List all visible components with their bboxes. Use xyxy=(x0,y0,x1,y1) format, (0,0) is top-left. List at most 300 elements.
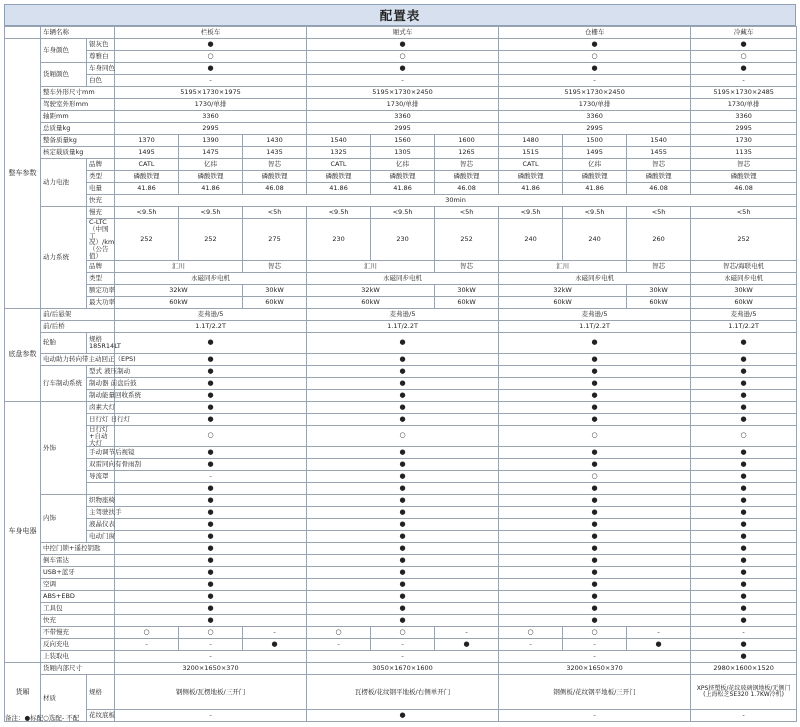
spec-cell: - xyxy=(627,627,691,639)
row-label: 动力电池 xyxy=(41,159,87,207)
row-label: 液晶仪表 xyxy=(87,519,115,531)
spec-cell: - xyxy=(307,639,371,651)
spec-cell: ● xyxy=(307,353,499,365)
row-label: C-LTC（中国工况）/km（公告值） xyxy=(87,219,115,261)
spec-cell: ● xyxy=(115,332,307,353)
spec-cell: 260 xyxy=(627,219,691,261)
spec-cell: 规格 xyxy=(87,675,115,710)
spec-cell: 41.86 xyxy=(563,183,627,195)
spec-cell: 1495 xyxy=(563,147,627,159)
spec-cell: 30kW xyxy=(435,284,499,296)
spec-row xyxy=(5,401,797,413)
spec-cell: ● xyxy=(499,603,691,615)
spec-row xyxy=(5,663,797,675)
spec-cell: ● xyxy=(115,591,307,603)
row-label: 最大功率 xyxy=(87,296,115,308)
spec-cell: 41.86 xyxy=(307,183,371,195)
spec-cell: - xyxy=(499,710,691,722)
spec-cell: 汇川 xyxy=(499,260,627,272)
spec-cell: 60kW xyxy=(499,296,627,308)
spec-cell: 亿纬 xyxy=(371,159,435,171)
spec-cell: 亿纬 xyxy=(563,159,627,171)
row-label: 反向充电 xyxy=(41,639,115,651)
spec-cell: ● xyxy=(115,603,307,615)
spec-row xyxy=(5,123,797,135)
spec-cell: 麦弗逊/5 xyxy=(691,308,797,320)
row-label: 整备质量kg xyxy=(41,135,115,147)
spec-cell: ● xyxy=(691,413,797,425)
spec-cell: XPS挤塑板/花纹玻璃钢地板/无侧门(上海松芝SE320 1.7KW冷机) xyxy=(691,675,797,710)
spec-cell: ● xyxy=(499,615,691,627)
spec-cell: ● xyxy=(691,543,797,555)
spec-cell: ○ xyxy=(115,51,307,63)
spec-row xyxy=(5,147,797,159)
spec-cell: 5195×1730×1975 xyxy=(115,87,307,99)
row-label: 前/后悬架 xyxy=(41,308,115,320)
row-label: 驾驶室外形mm xyxy=(41,99,115,111)
spec-row xyxy=(5,495,797,507)
spec-cell: 麦弗逊/5 xyxy=(115,308,307,320)
spec-cell: ● xyxy=(691,389,797,401)
spec-cell: <9.5h xyxy=(563,207,627,219)
spec-row xyxy=(5,425,797,446)
spec-cell: 慢充 xyxy=(87,207,115,219)
spec-cell: 磷酸铁锂 xyxy=(627,171,691,183)
spec-cell: 磷酸铁锂 xyxy=(115,171,179,183)
spec-cell: - xyxy=(691,710,797,722)
spec-cell: ● xyxy=(115,531,307,543)
row-label: 双雷同向有骨雨刮 xyxy=(87,459,115,471)
spec-cell: 磷酸铁锂 xyxy=(307,171,371,183)
spec-cell: ○ xyxy=(115,627,179,639)
spec-row xyxy=(5,63,797,75)
spec-cell: ● xyxy=(691,603,797,615)
spec-cell: 永磁同步电机 xyxy=(691,272,797,284)
spec-cell: ● xyxy=(499,63,691,75)
spec-cell: ● xyxy=(499,353,691,365)
row-label: 工具包 xyxy=(41,603,115,615)
spec-cell: ● xyxy=(115,615,307,627)
section-label: 整车参数 xyxy=(5,39,41,309)
spec-cell: ● xyxy=(307,579,499,591)
spec-cell: - xyxy=(691,75,797,87)
row-label: 日行灯+自动大灯 xyxy=(87,425,115,446)
spec-cell: 5195×1730×2450 xyxy=(499,87,691,99)
spec-cell: ○ xyxy=(691,51,797,63)
spec-cell: ○ xyxy=(563,627,627,639)
spec-cell: ● xyxy=(691,39,797,51)
spec-cell: - xyxy=(115,75,307,87)
spec-cell: 2995 xyxy=(115,123,307,135)
spec-cell: ● xyxy=(307,591,499,603)
spec-row xyxy=(5,377,797,389)
spec-cell: 46.08 xyxy=(627,183,691,195)
spec-cell: ● xyxy=(499,483,691,495)
row-label: 额定功率 xyxy=(87,284,115,296)
spec-cell: 1730/单排 xyxy=(691,99,797,111)
group-header-blank xyxy=(5,27,41,39)
row-label: 电动门窗 xyxy=(87,531,115,543)
spec-cell: ● xyxy=(499,495,691,507)
spec-cell: 46.08 xyxy=(243,183,307,195)
row-label: 货厢颜色 xyxy=(41,63,87,87)
spec-cell: ● xyxy=(115,389,307,401)
spec-cell: <9.5h xyxy=(307,207,371,219)
spec-cell: 智芯/海联电机 xyxy=(691,260,797,272)
spec-cell: 30kW xyxy=(243,284,307,296)
row-label: 白色 xyxy=(87,75,115,87)
spec-cell: 3360 xyxy=(499,111,691,123)
spec-cell: 冷藏车 xyxy=(691,27,797,39)
spec-cell: 麦弗逊/5 xyxy=(307,308,499,320)
spec-cell: ● xyxy=(499,413,691,425)
spec-cell: 磷酸铁锂 xyxy=(563,171,627,183)
spec-cell: ● xyxy=(691,353,797,365)
spec-row xyxy=(5,296,797,308)
spec-cell: <5h xyxy=(243,207,307,219)
legend-note: 备注：●标配○选配- 不配 xyxy=(5,714,80,722)
spec-cell: ● xyxy=(115,401,307,413)
section-label: 货厢 xyxy=(5,663,41,722)
spec-cell: 252 xyxy=(179,219,243,261)
spec-cell: ● xyxy=(115,353,307,365)
spec-row xyxy=(5,260,797,272)
row-label: 车身颜色 xyxy=(41,39,87,63)
spec-cell: 252 xyxy=(691,219,797,261)
spec-cell: 品牌 xyxy=(87,159,115,171)
spec-cell: - xyxy=(179,639,243,651)
spec-cell: 磷酸铁锂 xyxy=(691,171,797,183)
spec-cell: ● xyxy=(307,507,499,519)
row-label: 不带慢充 xyxy=(41,627,115,639)
spec-cell: 智芯 xyxy=(435,260,499,272)
spec-cell: 1495 xyxy=(115,147,179,159)
spec-cell: - xyxy=(499,75,691,87)
spec-cell: ● xyxy=(307,543,499,555)
spec-cell: - xyxy=(371,639,435,651)
spec-cell: ● xyxy=(307,389,499,401)
spec-cell: 栏板车 xyxy=(115,27,307,39)
spec-cell: 5195×1730×2450 xyxy=(307,87,499,99)
spec-cell: ○ xyxy=(179,627,243,639)
spec-cell: ● xyxy=(307,519,499,531)
spec-cell: 1.1T/2.2T xyxy=(499,320,691,332)
spec-cell: ● xyxy=(115,365,307,377)
spec-cell: ● xyxy=(307,710,499,722)
spec-cell: ● xyxy=(307,615,499,627)
spec-cell: 1.1T/2.2T xyxy=(691,320,797,332)
spec-cell: ● xyxy=(691,519,797,531)
spec-row xyxy=(5,284,797,296)
spec-row xyxy=(5,710,797,722)
spec-cell: ● xyxy=(307,413,499,425)
spec-row xyxy=(5,555,797,567)
spec-cell: 41.86 xyxy=(371,183,435,195)
spec-row xyxy=(5,615,797,627)
row-label: 空调 xyxy=(41,579,115,591)
spec-row xyxy=(5,413,797,425)
spec-cell: ● xyxy=(307,483,499,495)
spec-cell: 2995 xyxy=(691,123,797,135)
spec-cell: ● xyxy=(115,507,307,519)
row-label: 核定载质量kg xyxy=(41,147,115,159)
row-label: 货厢内部尺寸 xyxy=(41,663,115,675)
spec-cell: ● xyxy=(499,447,691,459)
spec-row xyxy=(5,579,797,591)
spec-row xyxy=(5,567,797,579)
spec-cell: 230 xyxy=(307,219,371,261)
spec-cell: ● xyxy=(691,483,797,495)
spec-row xyxy=(5,308,797,320)
spec-cell: ● xyxy=(307,401,499,413)
spec-cell: ○ xyxy=(371,627,435,639)
spec-cell: 厢式车 xyxy=(307,27,499,39)
spec-cell: 252 xyxy=(115,219,179,261)
spec-cell: ● xyxy=(307,63,499,75)
spec-cell: 智芯 xyxy=(435,159,499,171)
spec-cell: 30kW xyxy=(691,284,797,296)
spec-cell: 1.1T/2.2T xyxy=(115,320,307,332)
spec-row xyxy=(5,447,797,459)
spec-cell: ● xyxy=(499,567,691,579)
spec-cell: ● xyxy=(691,531,797,543)
spec-cell: ○ xyxy=(691,425,797,446)
spec-cell: 1430 xyxy=(243,135,307,147)
spec-cell: 240 xyxy=(499,219,563,261)
spec-cell: ● xyxy=(691,507,797,519)
spec-cell: - xyxy=(115,471,307,483)
spec-cell: ● xyxy=(691,332,797,353)
spec-cell: ● xyxy=(691,591,797,603)
spec-cell: 1515 xyxy=(499,147,563,159)
spec-cell: ● xyxy=(307,377,499,389)
spec-cell: ● xyxy=(243,639,307,651)
spec-cell: ● xyxy=(499,365,691,377)
row-label: 类型 xyxy=(87,272,115,284)
spec-cell: 磷酸铁锂 xyxy=(435,171,499,183)
spec-cell: 钢侧板/花纹钢平地板/三开门 xyxy=(499,675,691,710)
spec-cell: ● xyxy=(499,579,691,591)
spec-cell: 1730 xyxy=(691,135,797,147)
spec-cell: 60kW xyxy=(435,296,499,308)
section-label: 车身电器 xyxy=(5,401,41,662)
spec-row xyxy=(5,639,797,651)
spec-row xyxy=(5,365,797,377)
spec-cell: ● xyxy=(115,459,307,471)
spec-cell: ○ xyxy=(499,425,691,446)
spec-cell: 3360 xyxy=(115,111,307,123)
spec-cell: 卤素大灯 xyxy=(87,401,115,413)
spec-cell: ● xyxy=(499,519,691,531)
spec-cell: <5h xyxy=(435,207,499,219)
spec-cell: 1600 xyxy=(435,135,499,147)
spec-cell: 46.08 xyxy=(691,183,797,195)
spec-row xyxy=(5,111,797,123)
spec-row xyxy=(5,219,797,261)
spec-cell: - xyxy=(307,651,499,663)
spec-cell: 1730/单排 xyxy=(115,99,307,111)
spec-cell: ● xyxy=(499,555,691,567)
spec-row xyxy=(5,51,797,63)
spec-cell: ○ xyxy=(307,425,499,446)
spec-cell: ● xyxy=(115,377,307,389)
spec-cell: ● xyxy=(115,567,307,579)
spec-cell: 32kW xyxy=(115,284,243,296)
spec-cell: 1.1T/2.2T xyxy=(307,320,499,332)
spec-cell: 车身同色 xyxy=(87,63,115,75)
spec-cell: ● xyxy=(115,495,307,507)
spec-cell: ● xyxy=(691,639,797,651)
spec-cell: 1540 xyxy=(307,135,371,147)
spec-cell: - xyxy=(691,627,797,639)
row-label: 导流罩 xyxy=(87,471,115,483)
spec-cell: ● xyxy=(691,567,797,579)
spec-cell: ● xyxy=(691,365,797,377)
spec-cell: 2995 xyxy=(499,123,691,135)
spec-row xyxy=(5,87,797,99)
spec-cell: - xyxy=(499,651,691,663)
spec-cell: 麦弗逊/5 xyxy=(499,308,691,320)
spec-cell: ● xyxy=(499,389,691,401)
spec-cell: ○ xyxy=(499,51,691,63)
spec-cell: 41.86 xyxy=(499,183,563,195)
spec-cell: 仓栅车 xyxy=(499,27,691,39)
spec-cell: ● xyxy=(307,471,499,483)
row-label: 快充 xyxy=(41,615,115,627)
spec-cell: ● xyxy=(499,591,691,603)
spec-cell: ● xyxy=(115,63,307,75)
spec-cell: ● xyxy=(691,615,797,627)
row-label: 主驾驶扶手 xyxy=(87,507,115,519)
spec-cell: 3360 xyxy=(691,111,797,123)
spec-cell: ● xyxy=(115,413,307,425)
spec-cell: CATL xyxy=(115,159,179,171)
spec-cell: 60kW xyxy=(115,296,243,308)
spec-cell: ● xyxy=(115,447,307,459)
spec-cell: 汇川 xyxy=(307,260,435,272)
spec-cell: ● xyxy=(307,603,499,615)
spec-cell: 5195×1730×2485 xyxy=(691,87,797,99)
spec-cell: ● xyxy=(691,377,797,389)
row-label: USB+蓝牙 xyxy=(41,567,115,579)
spec-cell: 30min xyxy=(115,195,797,207)
spec-cell: ● xyxy=(307,39,499,51)
spec-row xyxy=(5,135,797,147)
spec-cell: 汇川 xyxy=(115,260,243,272)
spec-cell: 规格 185R14LT xyxy=(87,332,115,353)
spec-row xyxy=(5,171,797,183)
spec-cell: <5h xyxy=(627,207,691,219)
row-label: 轴距mm xyxy=(41,111,115,123)
row-label: 车辆名称 xyxy=(41,27,115,39)
spec-row xyxy=(5,627,797,639)
spec-cell: 型式 液压制动 xyxy=(87,365,115,377)
row-label: 中控门锁+遥控钥匙 xyxy=(41,543,115,555)
spec-cell: 1455 xyxy=(627,147,691,159)
spec-cell: 智芯 xyxy=(627,159,691,171)
spec-cell: ● xyxy=(691,63,797,75)
spec-row xyxy=(5,353,797,365)
spec-cell: 3200×1650×370 xyxy=(115,663,307,675)
spec-cell: 2995 xyxy=(307,123,499,135)
spec-cell: 3050×1670×1600 xyxy=(307,663,499,675)
spec-cell: 1480 xyxy=(499,135,563,147)
spec-cell: CATL xyxy=(499,159,563,171)
spec-cell: ● xyxy=(499,507,691,519)
spec-cell: ○ xyxy=(307,51,499,63)
spec-cell: 2980×1600×1520 xyxy=(691,663,797,675)
spec-cell: 230 xyxy=(371,219,435,261)
row-label: 上装取电 xyxy=(41,651,115,663)
spec-row xyxy=(5,483,797,495)
row-label: 类型 xyxy=(87,171,115,183)
spec-cell: 1390 xyxy=(179,135,243,147)
spec-cell: ● xyxy=(691,401,797,413)
spec-cell: ● xyxy=(691,651,797,663)
spec-cell: ● xyxy=(307,495,499,507)
spec-cell: ● xyxy=(691,471,797,483)
spec-row xyxy=(5,651,797,663)
spec-row xyxy=(5,183,797,195)
spec-cell: - xyxy=(243,627,307,639)
spec-cell: 智芯 xyxy=(243,159,307,171)
spec-cell: ● xyxy=(307,567,499,579)
spec-cell: 亿纬 xyxy=(179,159,243,171)
spec-cell: 永磁同步电机 xyxy=(307,272,499,284)
spec-row xyxy=(5,159,797,171)
spec-cell: ● xyxy=(499,39,691,51)
spec-cell: 60kW xyxy=(627,296,691,308)
spec-cell: ● xyxy=(307,365,499,377)
row-label: 总质量kg xyxy=(41,123,115,135)
row-label: 尊雅白 xyxy=(87,51,115,63)
spec-row xyxy=(5,99,797,111)
row-label: 手动调节后视镜 xyxy=(87,447,115,459)
spec-cell: ● xyxy=(691,495,797,507)
spec-cell: 1730/单排 xyxy=(307,99,499,111)
spec-cell: 240 xyxy=(563,219,627,261)
row-label: ABS+EBD xyxy=(41,591,115,603)
spec-cell: ● xyxy=(307,555,499,567)
spec-cell: 30kW xyxy=(627,284,691,296)
spec-cell: ● xyxy=(435,639,499,651)
spec-cell: 32kW xyxy=(307,284,435,296)
row-label: 轮胎 xyxy=(41,332,87,353)
spec-cell: - xyxy=(115,710,307,722)
spec-cell: ● xyxy=(307,447,499,459)
spec-cell: ○ xyxy=(499,627,563,639)
spec-row xyxy=(5,320,797,332)
spec-cell: <9.5h xyxy=(179,207,243,219)
spec-cell: 46.08 xyxy=(435,183,499,195)
row-label: 电动助力转向带主动回正（EPS) xyxy=(41,353,115,365)
spec-cell: - xyxy=(115,651,307,663)
spec-cell: ● xyxy=(499,401,691,413)
spec-row xyxy=(5,39,797,51)
spec-cell: ● xyxy=(627,639,691,651)
spec-cell: ○ xyxy=(307,627,371,639)
spec-cell: ● xyxy=(499,543,691,555)
spec-cell: ● xyxy=(307,459,499,471)
spec-cell: 1540 xyxy=(627,135,691,147)
page-title: 配置表 xyxy=(4,4,796,26)
spec-cell: 1370 xyxy=(115,135,179,147)
row-label: 外饰 xyxy=(41,401,87,494)
spec-cell: ● xyxy=(307,531,499,543)
spec-row xyxy=(5,207,797,219)
spec-cell: 1325 xyxy=(307,147,371,159)
spec-cell: 磷酸铁锂 xyxy=(243,171,307,183)
